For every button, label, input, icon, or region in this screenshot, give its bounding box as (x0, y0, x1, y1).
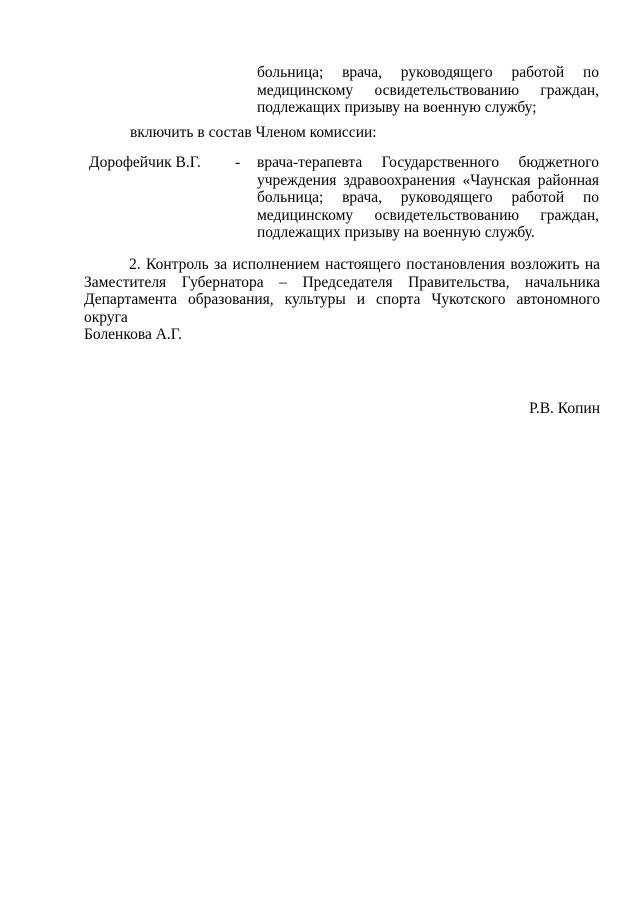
text-line: врача-терапевта Государственного бюджетного (257, 154, 599, 171)
text-line: больница; врача, руководящего работой по (257, 189, 599, 206)
member-name: Дорофейчик В.Г. (89, 154, 201, 171)
text-line: медицинскому освидетельствованию граждан, (257, 81, 599, 99)
member-dash: - (235, 154, 241, 171)
text-line: подлежащих призыву на военную службу; (257, 99, 537, 116)
signature-name: Р.В. Копин (529, 400, 600, 417)
text-line: 2. Контроль за исполнением настоящего постановления возложить на (129, 256, 600, 273)
text-line: подлежащих призыву на военную службу. (257, 224, 535, 241)
text-line: больница; врача, руководящего работой по (257, 64, 599, 81)
text-line: Заместителя Губернатора – Председателя Правительства, начальника (84, 273, 600, 291)
text-line: Департамента образования, культуры и спорта Чукотского автономного округа (84, 291, 600, 326)
member-description (257, 154, 599, 242)
text-line: учреждения здравоохранения «Чаунская районная (257, 171, 599, 189)
include-member-text: включить в состав Членом комиссии: (130, 124, 377, 141)
text-line: Боленкова А.Г. (84, 326, 182, 343)
paragraph-point-2 (84, 256, 600, 344)
text-line: медицинскому освидетельствованию граждан, (257, 206, 599, 224)
top-paragraph (257, 64, 599, 117)
